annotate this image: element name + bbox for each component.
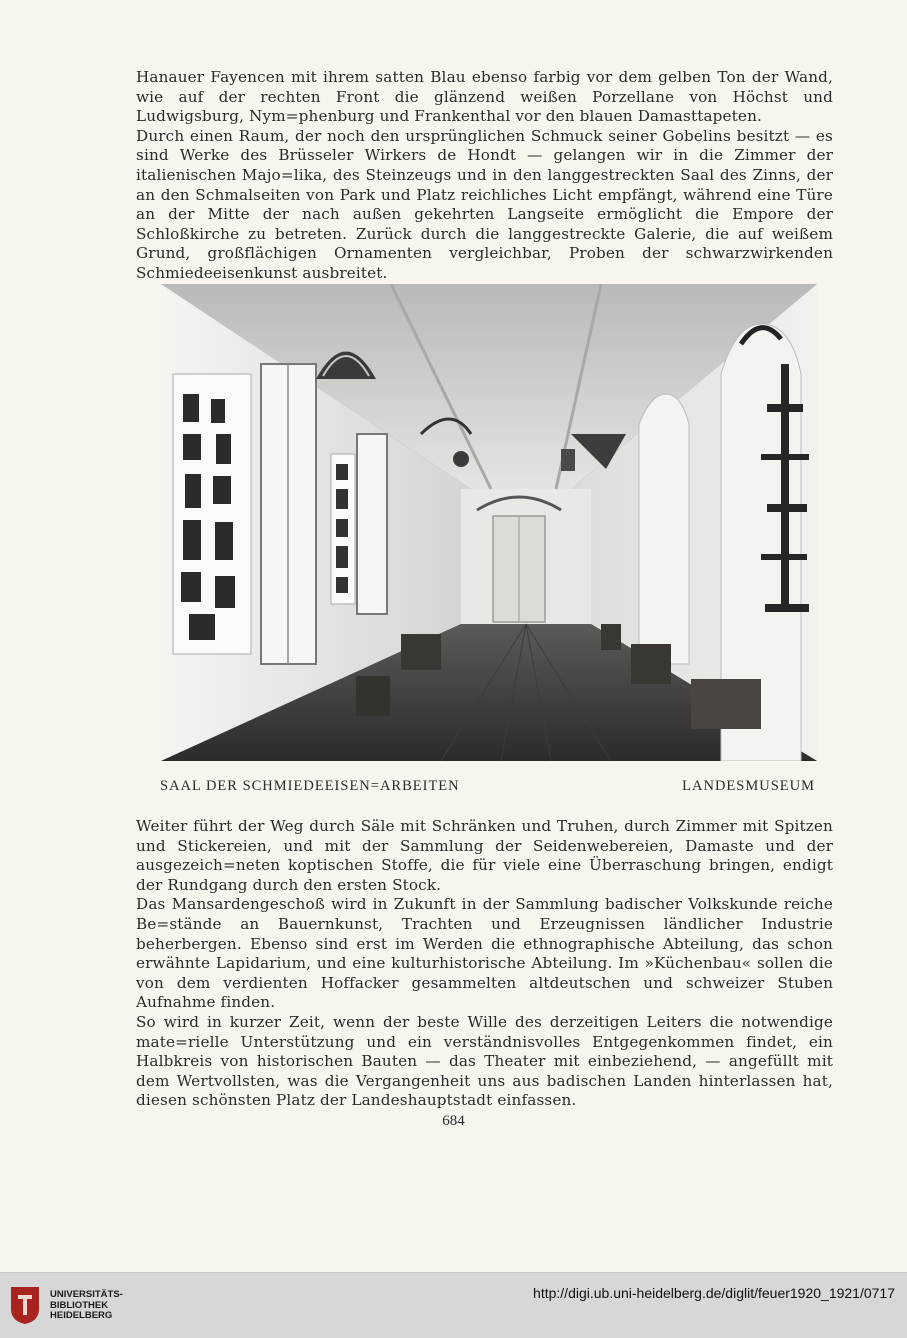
paragraph: Durch einen Raum, der noch den ursprünglichen Schmuck seiner Gobelins besitzt — es sind Werke des Brüsseler Wirkers de Hondt — gelangen wir in die Zimmer der italienischen Majo=lika, des Steinzeugs und in den langgestreckten Saal des Zinns, der an den Schmalseiten von Park und Platz reichliches Licht empfängt, während eine Türe an der Mitte der nach außen gekehrten Langseite ermöglicht die Empore der Schloßkirche zu betreten. Zurück durch die langgestreckte Galerie, die auf weißem Grund, großflächigen Ornamenten vergleichbar, Proben der schwarzwirkenden Schmiedeeisenkunst ausbreitet.: [136, 126, 833, 282]
source-url-link[interactable]: http://digi.ub.uni-heidelberg.de/diglit/feuer1920_1921/0717: [533, 1285, 895, 1301]
gallery-photograph: [161, 284, 817, 761]
library-name-line: HEIDELBERG: [50, 1310, 113, 1321]
paragraph: So wird in kurzer Zeit, wenn der beste Wille des derzeitigen Leiters die notwendige mate=rielle Unterstützung und ein verständnisvolles Entgegenkommen findet, ein Halbkreis von historischen Bauten — das Theater mit einbeziehend, — angefüllt mit dem Wertvollsten, was die Vergangenheit uns aus badischen Landen hinterlassen hat, diesen schönsten Platz der Landeshauptstadt einfassen.: [136, 1012, 833, 1110]
paragraph: Hanauer Fayencen mit ihrem satten Blau ebenso farbig vor dem gelben Ton der Wand, wie auf der rechten Front die glänzend weißen Porzellane von Höchst und Ludwigsburg, Nym=phenburg und Frankenthal vor den blauen Damasttapeten.: [136, 68, 833, 126]
photo-caption-title: SAAL DER SCHMIEDEEISEN=ARBEITEN: [160, 778, 460, 794]
page-number: 684: [442, 1113, 465, 1129]
body-text-top: [136, 68, 833, 284]
library-name-line: BIBLIOTHEK: [50, 1299, 109, 1311]
university-seal-icon[interactable]: [8, 1285, 42, 1325]
paragraph: Weiter führt der Weg durch Säle mit Schränken und Truhen, durch Zimmer mit Spitzen und Stickereien, und mit der Sammlung der Seidenwebereien, Damaste und der ausgezeich=neten koptischen Stoffe, die für viele eine Überraschung bringen, endigt der Rundgang durch den ersten Stock.: [136, 817, 833, 894]
photo-caption-museum: LANDESMUSEUM: [682, 778, 815, 794]
library-name-line: UNIVERSITÄTS-: [50, 1289, 123, 1300]
library-name[interactable]: [50, 1290, 123, 1322]
paragraph: Das Mansardengeschoß wird in Zukunft in der Sammlung badischer Volkskunde reiche Be=stände an Bauernkunst, Trachten und Erzeugnissen ländlicher Industrie beherbergen. Ebenso sind erst im Werden die ethnographische Abteilung, das schon erwähnte Lapidarium, und eine kulturhistorische Abteilung. Im »Küchenbau« sollen die von dem verdienten Hoffacker gesammelten altdeutschen und schweizer Stuben Aufnahme finden.: [136, 895, 833, 1012]
body-text-bottom: [136, 817, 833, 1111]
viewer-footer: [0, 1272, 907, 1338]
